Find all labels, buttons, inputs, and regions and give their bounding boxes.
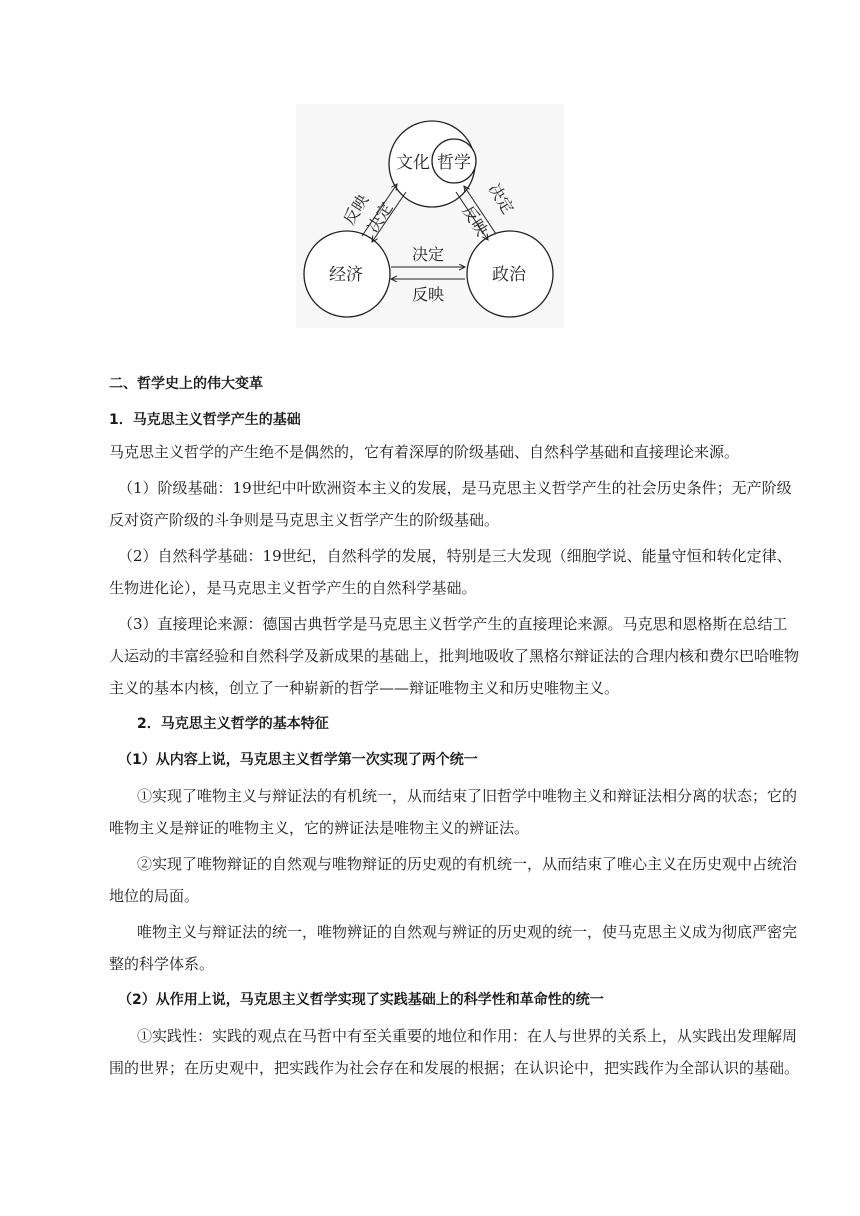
subsection-title-2: 2．马克思主义哲学的基本特征 (137, 716, 329, 732)
edge-label-decide-bottom: 决定 (412, 245, 445, 264)
point-1-line1: ①实现了唯物主义与辩证法的有机统一，从而结束了旧哲学中唯物主义和辩证法相分离的状态；它的 (137, 787, 798, 805)
point-2-line2: 地位的局面。 (109, 887, 200, 905)
economy-label: 经济 (329, 265, 363, 285)
subsection-title-2-1: （1）从内容上说，马克思主义哲学第一次实现了两个统一 (118, 752, 478, 768)
practice-point-line2: 围的世界；在历史观中，把实践作为社会存在和发展的根据；在认识论中，把实践作为全部认识的基础。 (109, 1059, 800, 1077)
paragraph-theory-source-line1: （3）直接理论来源：德国古典哲学是马克思主义哲学产生的直接理论来源。马克思和恩格斯在总结工 (118, 615, 788, 633)
intro-paragraph: 马克思主义哲学的产生绝不是偶然的，它有着深厚的阶级基础、自然科学基础和直接理论来源。 (109, 443, 740, 461)
paragraph-class-basis-line1: （1）阶级基础：19世纪中叶欧洲资本主义的发展，是马克思主义哲学产生的社会历史条件；无产阶级 (118, 479, 792, 497)
edge-label-decide-left: 决定 (363, 198, 397, 237)
paragraph-theory-source-line2: 人运动的丰富经验和自然科学及新成果的基础上，批判地吸收了黑格尔辩证法的合理内核和费尔巴哈唯物 (109, 647, 800, 665)
point-1-line2: 唯物主义是辩证的唯物主义，它的辨证法是唯物主义的辨证法。 (109, 819, 530, 837)
paragraph-class-basis-line2: 反对资产阶级的斗争则是马克思主义哲学产生的阶级基础。 (109, 511, 500, 529)
edge-label-reflect-right: 反映 (458, 202, 492, 240)
culture-label: 文化 (396, 153, 430, 173)
section-heading: 二、哲学史上的伟大变革 (109, 376, 263, 392)
point-2-line1: ②实现了唯物辩证的自然观与唯物辩证的历史观的有机统一，从而结束了唯心主义在历史观中占统治 (137, 855, 798, 873)
relationship-diagram (296, 104, 564, 328)
paragraph-science-basis-line1: （2）自然科学基础：19世纪，自然科学的发展，特别是三大发现（细胞学说、能量守恒和转化定律、 (118, 547, 792, 565)
subsection-title-1: 1．马克思主义哲学产生的基础 (109, 412, 301, 428)
paragraph-theory-source-line3: 主义的基本内核，创立了一种崭新的哲学——辩证唯物主义和历史唯物主义。 (109, 679, 620, 697)
politics-label: 政治 (492, 265, 526, 285)
edge-label-reflect-bottom: 反映 (412, 285, 445, 304)
edge-label-decide-right: 决定 (484, 180, 518, 218)
edge-label-reflect-left: 反映 (339, 190, 373, 229)
paragraph-science-basis-line2: 生物进化论），是马克思主义哲学产生的自然科学基础。 (109, 579, 477, 597)
subsection-title-2-2: （2）从作用上说，马克思主义哲学实现了实践基础上的科学性和革命性的统一 (118, 992, 604, 1008)
summary-line2: 整的科学体系。 (109, 955, 215, 973)
summary-line1: 唯物主义与辩证法的统一，唯物辨证的自然观与辨证的历史观的统一，使马克思主义成为彻底严密完 (137, 923, 798, 941)
practice-point-line1: ①实践性：实践的观点在马哲中有至关重要的地位和作用：在人与世界的关系上，从实践出发理解周 (137, 1027, 798, 1045)
philosophy-label: 哲学 (437, 153, 471, 173)
